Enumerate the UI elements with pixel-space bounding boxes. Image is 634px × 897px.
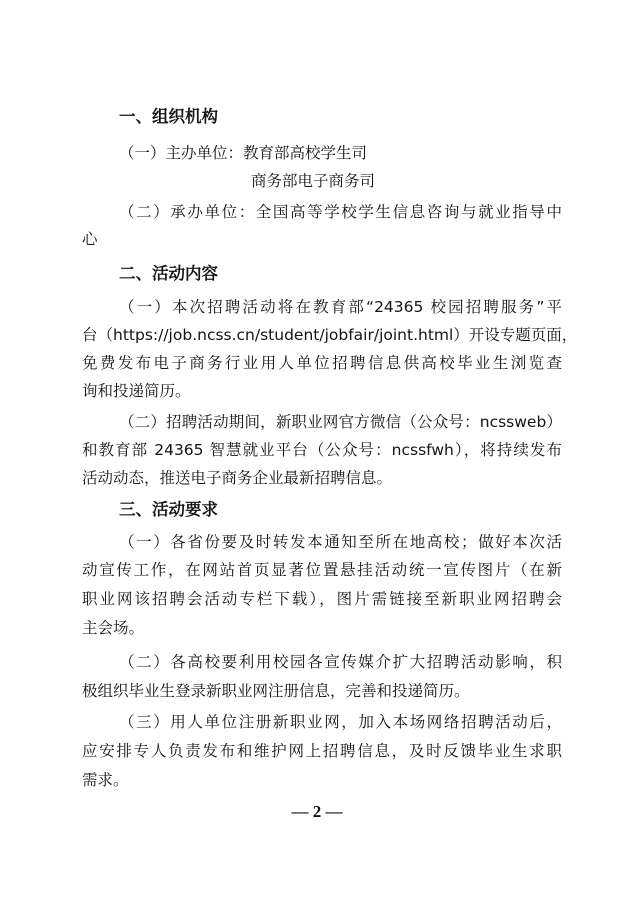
requirements-para2-line1: （二）各高校要利用校园各宣传媒介扩大招聘活动影响，积 [119, 653, 562, 671]
requirements-para3-line3: 需求。 [82, 771, 129, 789]
section-heading-organization: 一、组织机构 [119, 107, 218, 126]
section-heading-content: 二、活动内容 [119, 264, 218, 283]
content-para2-line2: 和教育部 24365 智慧就业平台（公众号：ncssfwh），将持续发布 [82, 441, 562, 459]
host-unit-line-2: 商务部电子商务司 [251, 172, 376, 190]
requirements-para1-line4: 主会场。 [82, 619, 145, 637]
content-para1-line1: （一）本次招聘活动将在教育部“24365 校园招聘服务”平 [119, 298, 562, 316]
section-heading-requirements: 三、活动要求 [119, 500, 218, 519]
requirements-para1-line2: 动宣传工作，在网站首页显著位置悬挂活动统一宣传图片（在新 [82, 561, 562, 579]
requirements-para1-line3: 职业网该招聘会活动专栏下载），图片需链接至新职业网招聘会 [82, 590, 562, 608]
content-para1-line2: 台（https://job.ncss.cn/student/jobfair/joint.html）开设专题页面， [82, 326, 578, 344]
requirements-para3-line2: 应安排专人负责发布和维护网上招聘信息，及时反馈毕业生求职 [82, 742, 562, 760]
page-number: — 2 — [291, 802, 343, 821]
requirements-para2-line2: 极组织毕业生登录新职业网注册信息，完善和投递简历。 [82, 682, 470, 700]
requirements-para1-line1: （一）各省份要及时转发本通知至所在地高校；做好本次活 [119, 533, 562, 551]
content-para1-line3: 免费发布电子商务行业用人单位招聘信息供高校毕业生浏览查 [82, 354, 562, 372]
organizer-unit-line-cont: 心 [82, 230, 98, 248]
organizer-unit-line: （二）承办单位：全国高等学校学生信息咨询与就业指导中 [119, 203, 562, 221]
content-para2-line1: （二）招聘活动期间，新职业网官方微信（公众号：ncssweb） [119, 413, 562, 431]
content-para1-line4: 询和投递简历。 [82, 382, 191, 400]
requirements-para3-line1: （三）用人单位注册新职业网，加入本场网络招聘活动后， [119, 713, 562, 731]
host-unit-line: （一）主办单位：教育部高校学生司 [119, 144, 368, 162]
content-para2-line3: 活动动态，推送电子商务企业最新招聘信息。 [82, 469, 393, 487]
